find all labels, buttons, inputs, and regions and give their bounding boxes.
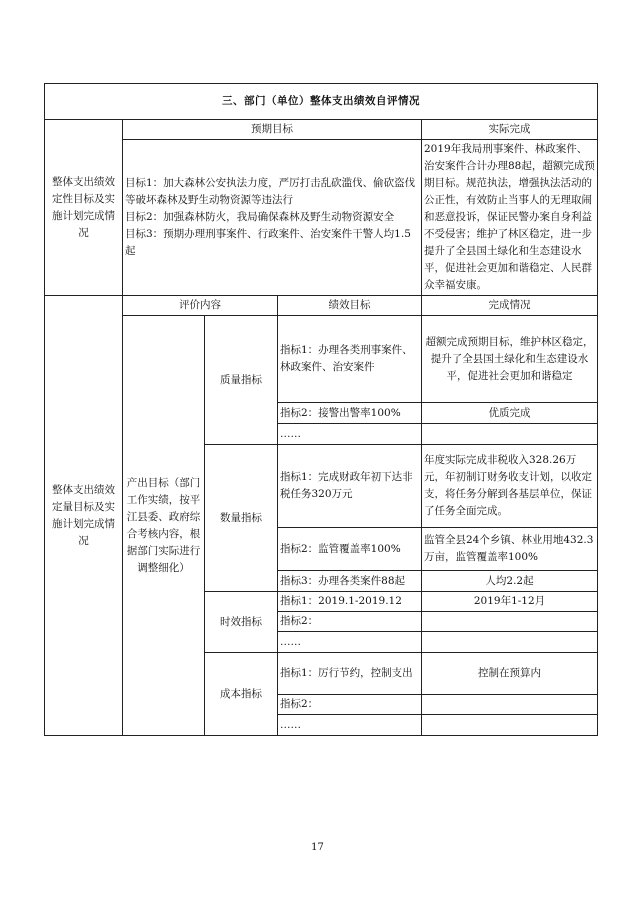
- expected-goal-3: 目标3：预期办理刑事案件、行政案件、治安案件干警人均1.5起: [125, 228, 411, 257]
- timeliness-indicator-label: 时效指标: [205, 592, 278, 653]
- cost-indicator-label: 成本指标: [205, 653, 278, 736]
- expected-goal-1: 目标1：加大森林公安执法力度，严厉打击乱砍滥伐、偷砍盗伐等破坏森林及野生动物资源等违法行: [125, 177, 416, 206]
- section-title: 三、部门（单位）整体支出绩效自评情况: [45, 84, 598, 120]
- quality-indicator-label: 质量指标: [205, 316, 278, 445]
- quantity-indicator-2: 指标2：监管覆盖率100%: [278, 528, 422, 571]
- indicator-header: 绩效目标: [278, 296, 422, 316]
- output-target-label: 产出目标（部门工作实绩，按平江县委、政府综合考核内容，根据部门实际进行调整细化）: [123, 316, 205, 736]
- expected-goals-cell: [123, 140, 422, 296]
- quality-result-3: [422, 424, 598, 445]
- completion-header: 完成情况: [422, 296, 598, 316]
- quantitative-row-label: 整体支出绩效定量目标及实施计划完成情况: [45, 296, 123, 736]
- cost-indicator-2: 指标2：: [278, 695, 422, 715]
- timeliness-indicator-1: 指标1：2019.1-2019.12: [278, 592, 422, 612]
- cost-result-3: [422, 715, 598, 736]
- evaluation-content-header: 评价内容: [123, 296, 278, 316]
- cost-indicator-3: ……: [278, 715, 422, 736]
- actual-completion-header: 实际完成: [422, 120, 598, 140]
- quantity-indicator-label: 数量指标: [205, 445, 278, 592]
- cost-result-1: 控制在预算内: [422, 653, 598, 695]
- quality-indicator-3: ……: [278, 424, 422, 445]
- timeliness-result-3: [422, 632, 598, 653]
- cost-result-2: [422, 695, 598, 715]
- timeliness-result-1: 2019年1-12月: [422, 592, 598, 612]
- performance-table: [44, 83, 598, 736]
- quantity-indicator-3: 指标3：办理各类案件88起: [278, 571, 422, 592]
- quantity-result-3: 人均2.2起: [422, 571, 598, 592]
- quality-indicator-2: 指标2：接警出警率100%: [278, 403, 422, 424]
- timeliness-indicator-3: ……: [278, 632, 422, 653]
- quantity-result-2: 监管全县24个乡镇、林业用地432.3万亩，监管覆盖率100%: [422, 528, 598, 571]
- quantity-result-1: 年度实际完成非税收入328.26万元，年初制订财务收支计划，以收定支，将任务分解到各基层单位，保证了任务全面完成。: [422, 445, 598, 528]
- timeliness-result-2: [422, 612, 598, 632]
- expected-goal-header: 预期目标: [123, 120, 422, 140]
- quality-result-1: 超额完成预期目标，维护林区稳定，提升了全县国土绿化和生态建设水平，促进社会更加和谐稳定: [422, 316, 598, 403]
- cost-indicator-1: 指标1：厉行节约，控制支出: [278, 653, 422, 695]
- quantity-indicator-1: 指标1：完成财政年初下达非税任务320万元: [278, 445, 422, 528]
- qualitative-row-label: 整体支出绩效定性目标及实施计划完成情况: [45, 120, 123, 296]
- actual-completion-text: 2019年我局刑事案件、林政案件、治安案件合计办理88起，超额完成预期目标。规范执法，增强执法活动的公正性，有效防止当事人的无理取闹和恶意投诉，保证民警办案自身利益不受侵害；维护了林区稳定，进一步提升了全县国土绿化和生态建设水平，促进社会更加和谐稳定、人民群众幸福安康。: [422, 140, 598, 296]
- expected-goal-2: 目标2：加强森林防火，我局确保森林及野生动物资源安全: [125, 211, 395, 223]
- page-number: 17: [311, 842, 324, 853]
- quality-result-2: 优质完成: [422, 403, 598, 424]
- timeliness-indicator-2: 指标2：: [278, 612, 422, 632]
- quality-indicator-1: 指标1：办理各类刑事案件、林政案件、治安案件: [278, 316, 422, 403]
